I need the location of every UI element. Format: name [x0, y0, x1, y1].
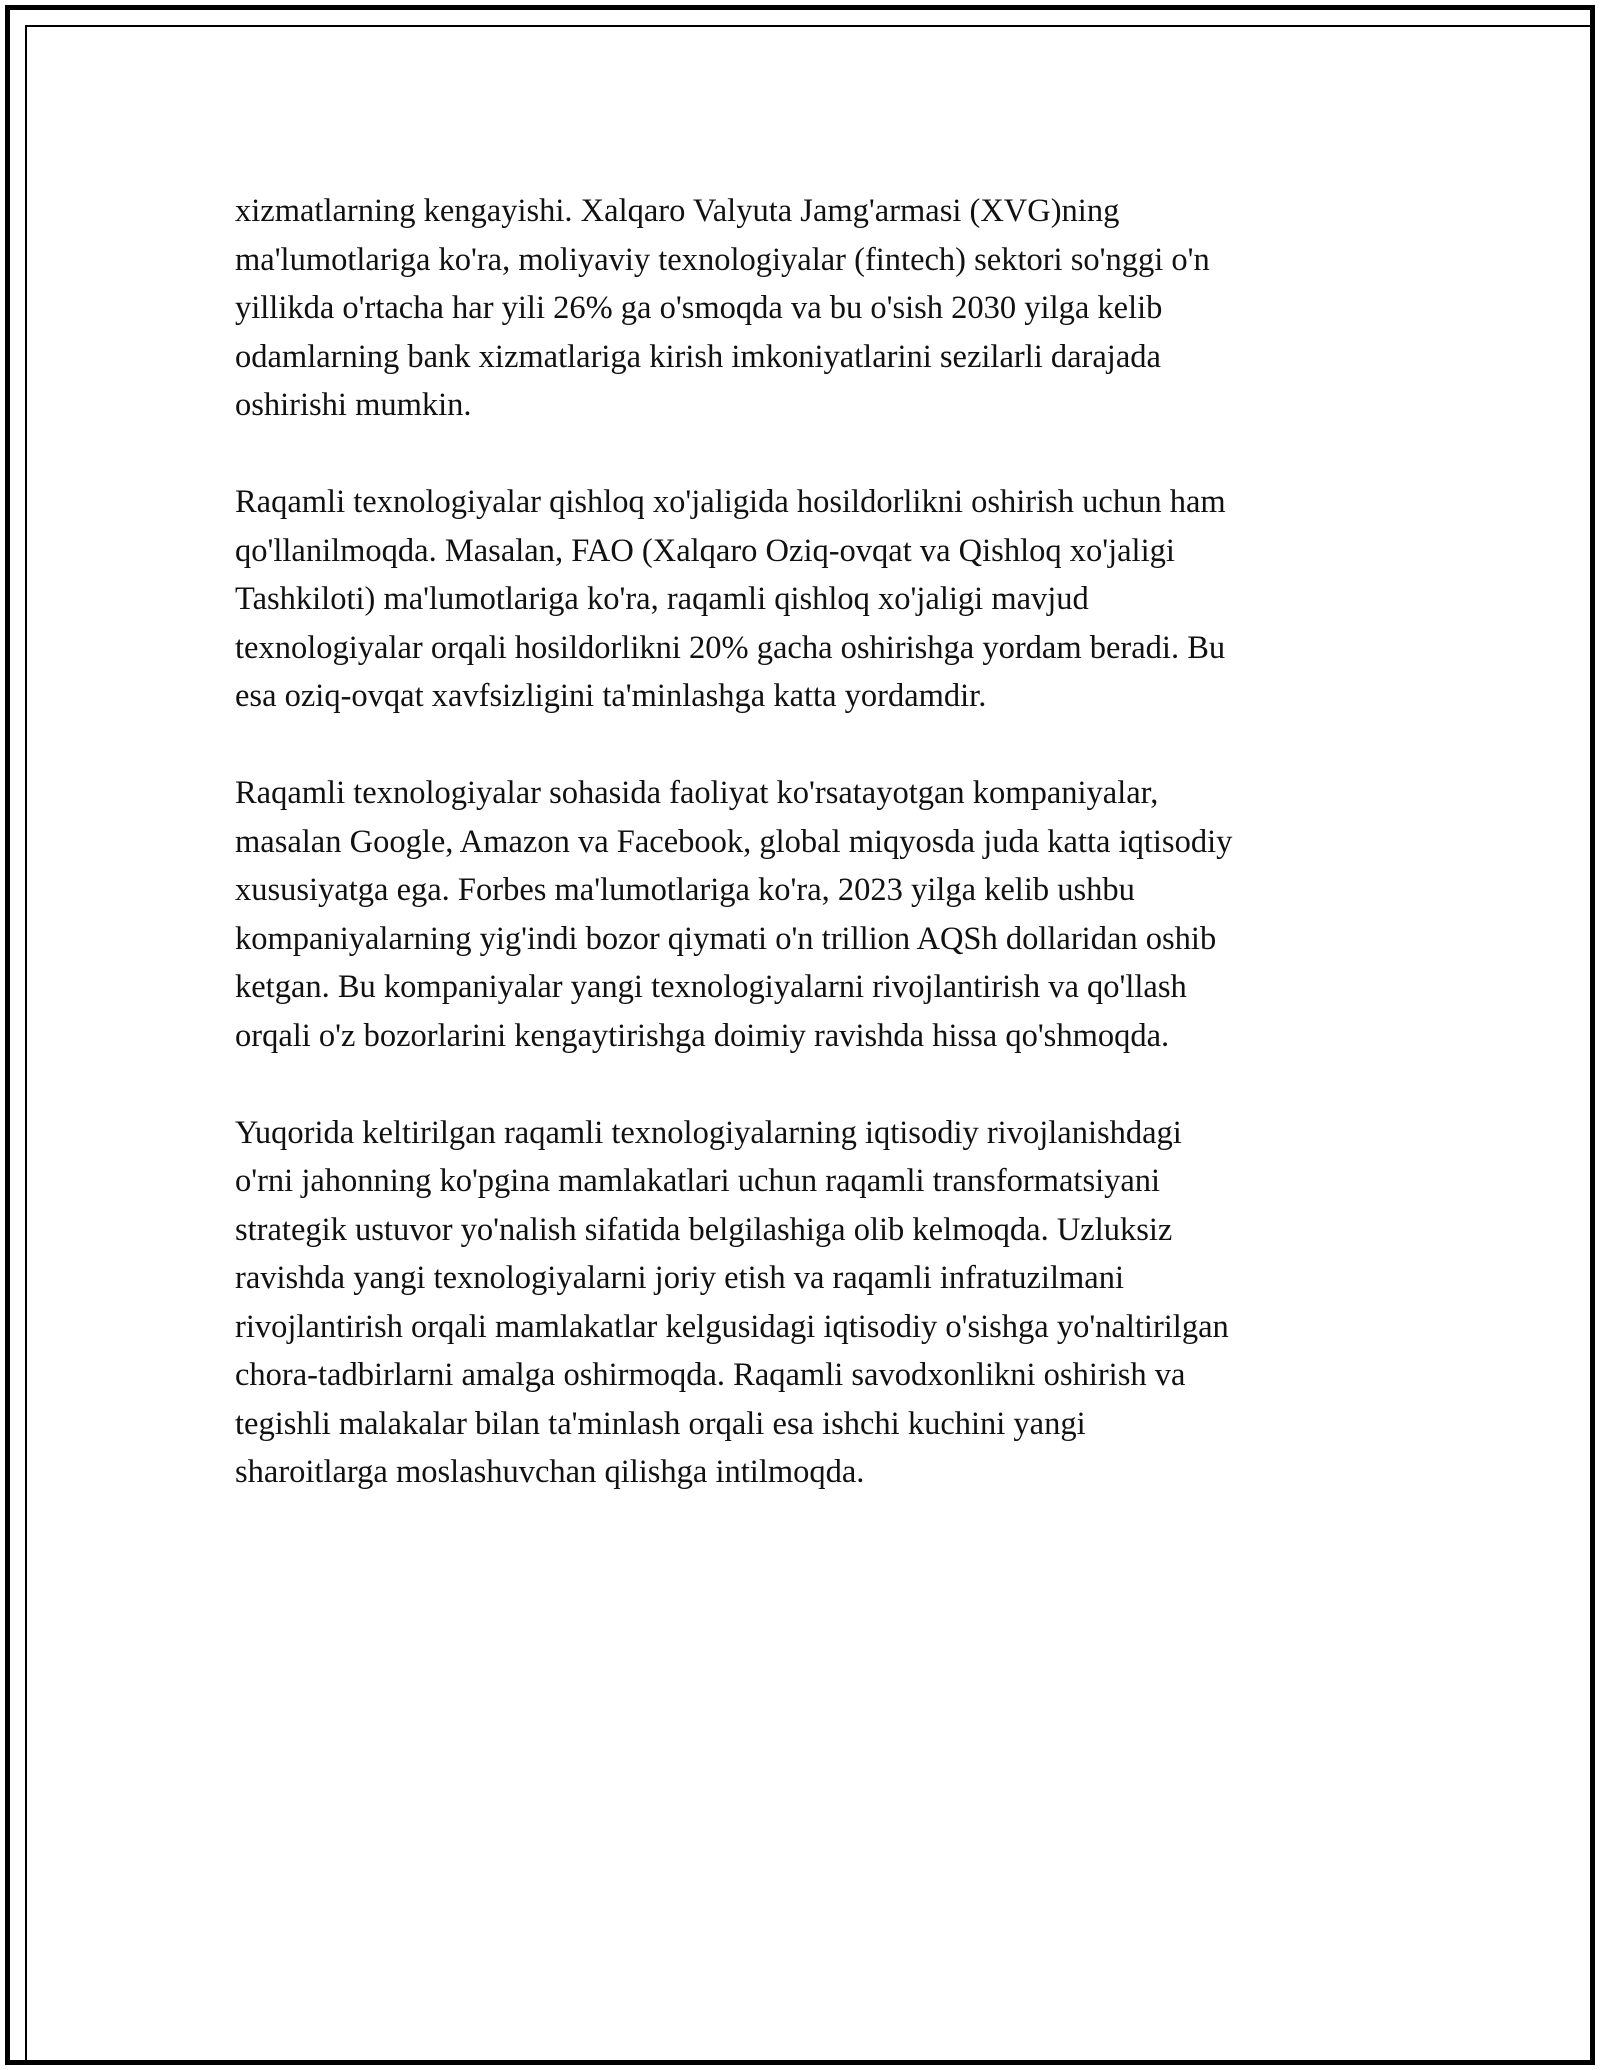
paragraph-tech-companies: Raqamli texnologiyalar sohasida faoliyat ko'rsatayotgan kompaniyalar, masalan Google, Amazon va Facebook, global miqyosda juda katta iqtisodiy xususiyatga ega. Forbes ma'lumotlariga ko'ra, 2023 yilga kelib ushbu kompaniyalarning yig'indi bozor qiymati o'n trillion AQSh dollaridan oshib ketgan. Bu kompaniyalar yangi texnologiyalarni rivojlantirish va qo'llash orqali o'z bozorlarini kengaytirishga doimiy ravishda hissa qo'shmoqda. — [235, 775, 1233, 1054]
paragraph-digital-transformation: Yuqorida keltirilgan raqamli texnologiyalarning iqtisodiy rivojlanishdagi o'rni jahonning ko'pgina mamlakatlari uchun raqamli transformatsiyani strategik ustuvor yo'nalish sifatida belgilashiga olib kelmoqda. Uzluksiz ravishda yangi texnologiyalarni joriy etish va raqamli infratuzilmani rivojlantirish orqali mamlakatlar kelgusidagi iqtisodiy o'sishga yo'naltirilgan chora-tadbirlarni amalga oshirmoqda. Raqamli savodxonlikni oshirish va tegishli malakalar bilan ta'minlash orqali esa ishchi kuchini yangi sharoitlarga moslashuvchan qilishga intilmoqda. — [235, 1114, 1229, 1490]
paragraph-agriculture: Raqamli texnologiyalar qishloq xo'jaligida hosildorlikni oshirish uchun ham qo'llanilmoqda. Masalan, FAO (Xalqaro Oziq-ovqat va Qishloq xo'jaligi Tashkiloti) ma'lumotlariga ko'ra, raqamli qishloq xo'jaligi mavjud texnologiyalar orqali hosildorlikni 20% gacha oshirishga yordam beradi. Bu esa oziq-ovqat xavfsizligini ta'minlashga katta yordamdir. — [235, 484, 1226, 714]
document-body — [235, 187, 1370, 1497]
paragraph-fintech: xizmatlarning kengayishi. Xalqaro Valyuta Jamg'armasi (XVG)ning ma'lumotlariga ko'ra, moliyaviy texnologiyalar (fintech) sektori so'nggi o'n yillikda o'rtacha har yili 26% ga o'smoqda va bu o'sish 2030 yilga kelib odamlarning bank xizmatlariga kirish imkoniyatlarini sezilarli darajada oshirishi mumkin. — [235, 193, 1210, 423]
